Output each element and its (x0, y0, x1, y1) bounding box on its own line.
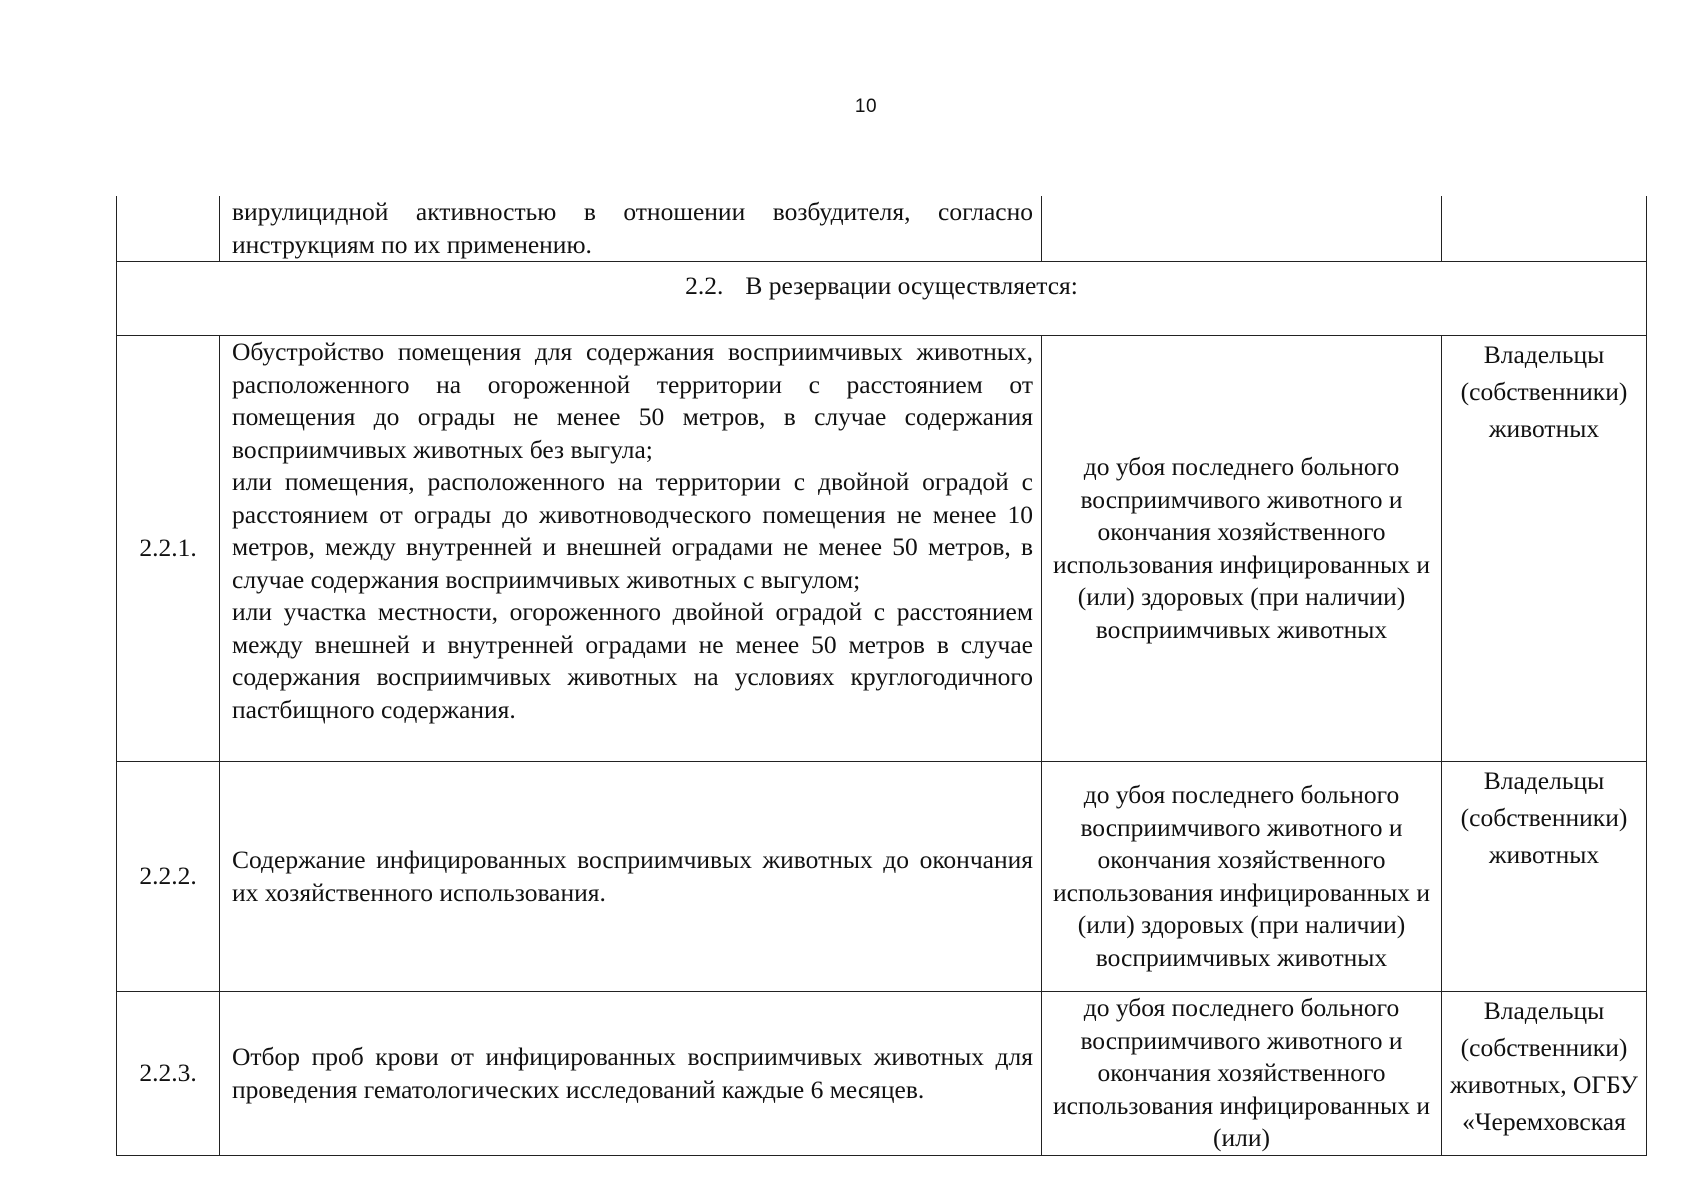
row-responsible: Владельцы (собственники) животных (1442, 336, 1647, 762)
cell-number-empty (117, 196, 220, 262)
cell-term-empty (1042, 196, 1442, 262)
section-title: В резервации осуществляется: (745, 271, 1078, 300)
section-heading (117, 262, 1647, 336)
row-description (220, 762, 1042, 992)
row-number: 2.2.3. (117, 992, 220, 1156)
section-number: 2.2. (685, 271, 724, 300)
description-paragraph: Содержание инфицированных восприимчивых животных до окончания их хозяйственного использования. (232, 845, 1033, 907)
row-description (220, 336, 1042, 762)
description-paragraph: или участка местности, огороженного двойной оградой с расстоянием между внешней и внутренней оградами не менее 50 метров в случае содержания восприимчивых животных на условиях круглогодичного пастбищного содержания. (232, 597, 1033, 724)
row-term: до убоя последнего больного восприимчивого животного и окончания хозяйственного использования инфицированных и (или) здоровых (при наличии) восприимчивых животных (1042, 336, 1442, 762)
row-term: до убоя последнего больного восприимчивого животного и окончания хозяйственного использования инфицированных и (или) здоровых (при наличии) восприимчивых животных (1042, 762, 1442, 992)
cell-responsible-empty (1442, 196, 1647, 262)
row-number: 2.2.2. (117, 762, 220, 992)
table-row (117, 992, 1647, 1156)
description-paragraph: или помещения, расположенного на территории с двойной оградой с расстоянием от ограды до животноводческого помещения не менее 10 метров, между внутренней и внешней оградами не менее 50 метров, в случае содержания восприимчивых животных с выгулом; (232, 467, 1033, 594)
table-row-continued (117, 196, 1647, 262)
measures-table (116, 196, 1647, 1156)
table-row (117, 762, 1647, 992)
row-term: до убоя последнего больного восприимчивого животного и окончания хозяйственного использования инфицированных и (или) (1042, 992, 1442, 1156)
description-paragraph: Обустройство помещения для содержания восприимчивых животных, расположенного на огороженной территории с расстоянием от помещения до ограды не менее 50 метров, в случае содержания восприимчивых животных без выгула; (232, 337, 1033, 464)
row-responsible: Владельцы (собственники) животных (1442, 762, 1647, 992)
page-number: 10 (854, 96, 878, 117)
continued-description: вирулицидной активностью в отношении возбудителя, согласно инструкциям по их применению. (220, 196, 1042, 262)
row-description (220, 992, 1042, 1156)
row-number: 2.2.1. (117, 336, 220, 762)
table-row (117, 336, 1647, 762)
description-paragraph: Отбор проб крови от инфицированных восприимчивых животных для проведения гематологических исследований каждые 6 месяцев. (232, 1042, 1033, 1104)
row-responsible: Владельцы (собственники) животных, ОГБУ «Черемховская (1442, 992, 1647, 1156)
section-row (117, 262, 1647, 336)
